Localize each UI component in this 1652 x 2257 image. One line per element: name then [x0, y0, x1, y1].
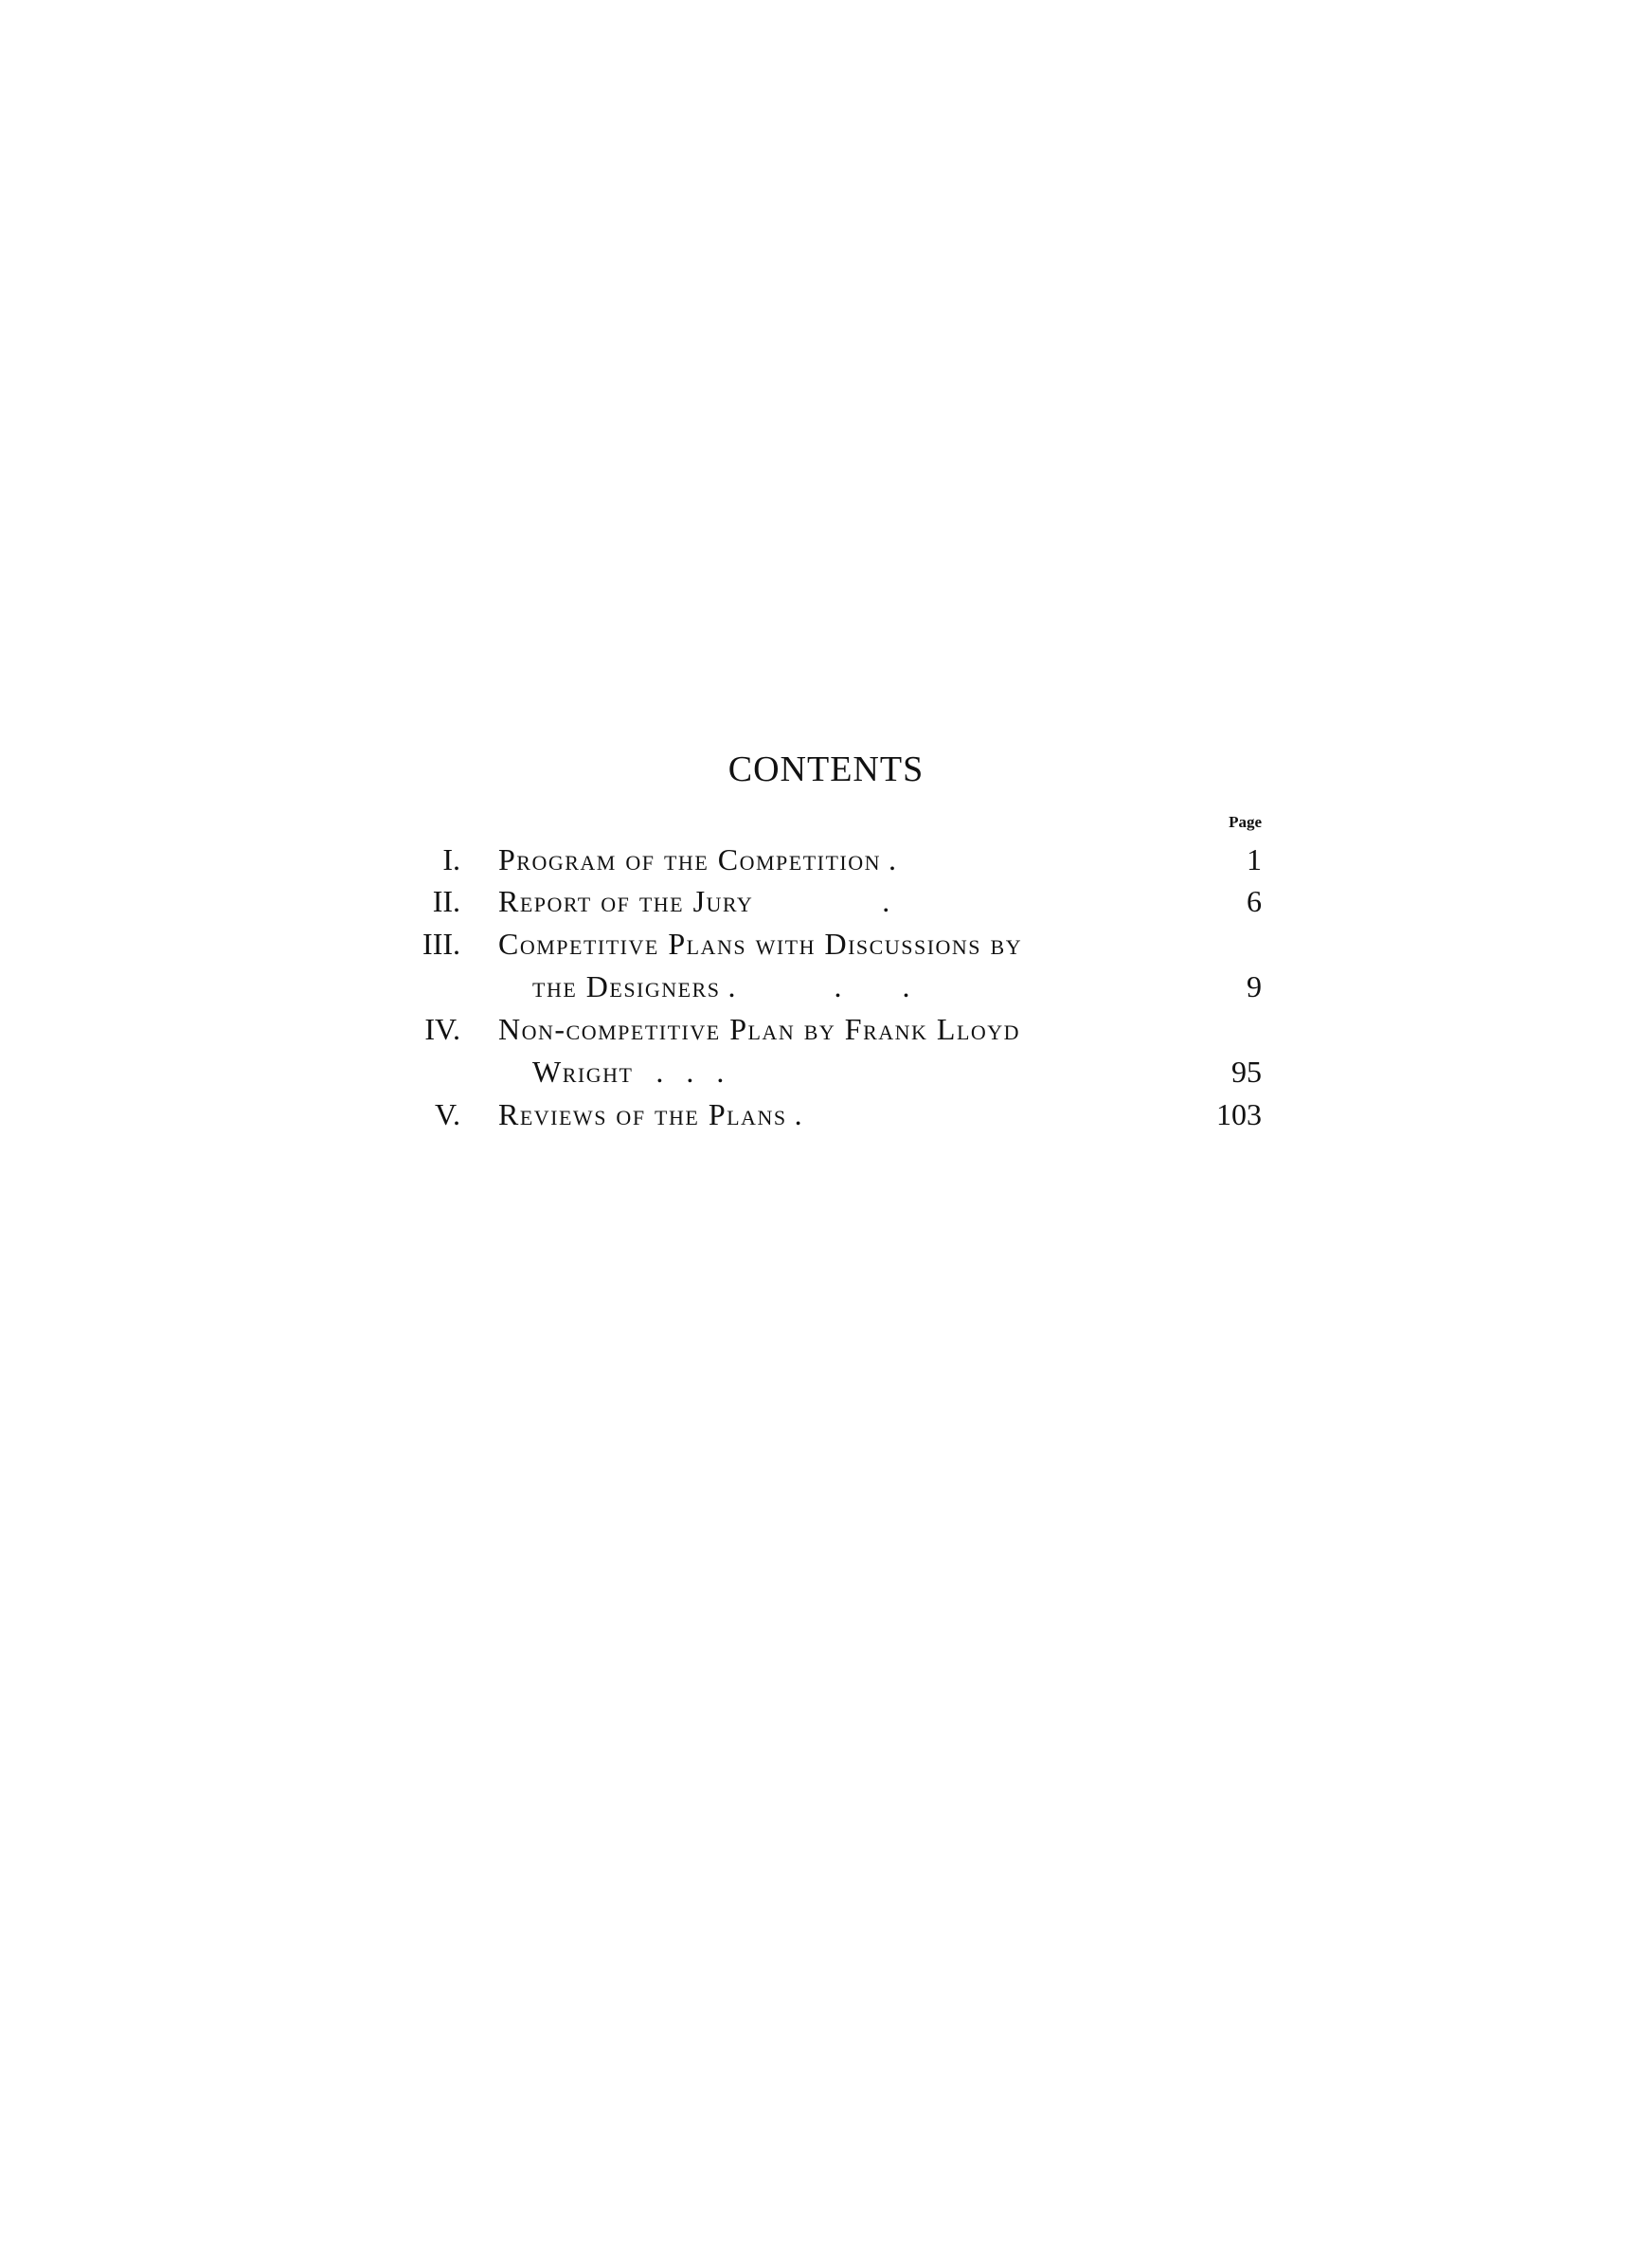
toc-entry-title [498, 879, 890, 923]
toc-entry-title-continued [532, 965, 910, 1008]
toc-entry-title [498, 1092, 802, 1136]
toc-entry-text: Wright [532, 1055, 634, 1089]
toc-entry-title-continued [532, 1050, 725, 1093]
toc-numeral: III. [422, 927, 460, 961]
toc-numeral: I. [442, 842, 460, 876]
toc-page-number: 103 [1216, 1097, 1262, 1131]
page-column-header: Page [1229, 813, 1262, 831]
toc-page-number: 1 [1247, 842, 1262, 876]
toc-page-number: 95 [1231, 1055, 1262, 1089]
toc-entry-1 [0, 838, 1652, 881]
toc-leader-dots: . [753, 884, 890, 918]
toc-numeral: V. [435, 1097, 460, 1131]
toc-leader-dots: . . . [633, 1055, 725, 1089]
toc-entry-5 [0, 1092, 1652, 1136]
toc-entry-text: the Designers [532, 969, 721, 1003]
toc-entry-text: Report of the Jury [498, 884, 754, 918]
toc-page-number: 6 [1247, 884, 1262, 918]
toc-entry-4 [0, 1007, 1652, 1051]
toc-numeral: II. [432, 884, 460, 918]
toc-entry-title: Competitive Plans with Discussions by [498, 927, 1023, 961]
toc-entry-4-continuation [0, 1050, 1652, 1093]
toc-entry-title: Non-competitive Plan by Frank Lloyd [498, 1012, 1021, 1046]
toc-entry-text: Program of the Competition [498, 842, 882, 876]
toc-leader-dots: . . . [720, 969, 910, 1003]
toc-page-number: 9 [1247, 969, 1262, 1003]
toc-leader-dots: . [786, 1097, 802, 1131]
toc-entry-3 [0, 922, 1652, 966]
toc-entry-title [498, 838, 897, 881]
toc-entry-2 [0, 879, 1652, 923]
toc-entry-text: Reviews of the Plans [498, 1097, 787, 1131]
toc-entry-3-continuation [0, 965, 1652, 1008]
contents-heading: CONTENTS [727, 749, 925, 789]
toc-numeral: IV. [424, 1012, 460, 1046]
toc-leader-dots: . [881, 842, 897, 876]
